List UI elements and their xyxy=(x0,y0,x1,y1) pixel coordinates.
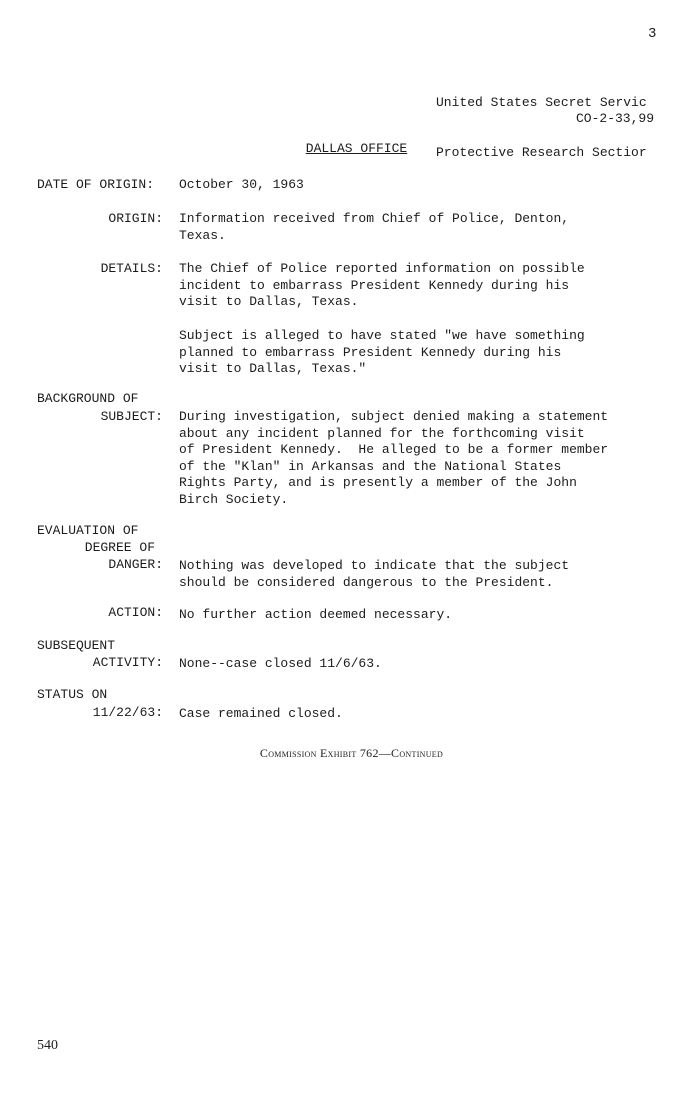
subsequent-label-line-2: ACTIVITY: xyxy=(92,655,163,670)
origin-value: Information received from Chief of Police, Denton, Texas. xyxy=(179,211,570,243)
background-value: During investigation, subject denied making a statement about any incident planned for the forthcoming visit of President Kennedy. He alleged to be a former member of the "Klan" in Arkansas and the National States Rights Party, and is presently a member of the John Birch Society. xyxy=(179,409,609,507)
action-label: ACTION: xyxy=(108,605,163,620)
date-of-origin-label: DATE OF ORIGIN: xyxy=(37,177,155,192)
page-number: 540 xyxy=(37,1038,58,1053)
details-paragraph-1: The Chief of Police reported information on possible incident to embarrass President Kennedy during his visit to Dallas, Texas. xyxy=(179,261,585,309)
evaluation-label-line-2: DEGREE OF xyxy=(84,540,155,555)
evaluation-value: Nothing was developed to indicate that the subject should be considered dangerous to the President. xyxy=(179,558,570,590)
date-of-origin-value: October 30, 1963 xyxy=(179,177,304,192)
subsequent-label-line-1: SUBSEQUENT xyxy=(37,638,116,653)
office-title: DALLAS OFFICE xyxy=(305,141,408,156)
status-value: Case remained closed. xyxy=(179,706,343,721)
evaluation-label-line-1: EVALUATION OF xyxy=(37,523,139,538)
details-label: DETAILS: xyxy=(100,261,163,276)
agency-line-2: Protective Research Sectior xyxy=(436,144,647,160)
status-label-line-2: 11/22/63: xyxy=(92,705,163,720)
details-paragraph-2: Subject is alleged to have stated "we have something planned to embarrass President Kennedy during his visit to Dallas, Texas." xyxy=(179,328,585,376)
file-number: CO-2-33,99 xyxy=(576,111,655,126)
origin-label: ORIGIN: xyxy=(108,211,163,226)
subsequent-value: None--case closed 11/6/63. xyxy=(179,656,382,671)
agency-line-1: United States Secret Servic xyxy=(436,95,647,110)
evaluation-label-line-3: DANGER: xyxy=(108,557,163,572)
status-label-line-1: STATUS ON xyxy=(37,687,108,702)
agency-header xyxy=(436,62,691,194)
action-value: No further action deemed necessary. xyxy=(179,607,453,622)
background-label-line-1: BACKGROUND OF xyxy=(37,391,139,406)
background-label-line-2: SUBJECT: xyxy=(100,409,163,424)
exhibit-caption: Commission Exhibit 762—Continued xyxy=(259,746,444,760)
corner-page-mark: 3 xyxy=(648,26,657,42)
